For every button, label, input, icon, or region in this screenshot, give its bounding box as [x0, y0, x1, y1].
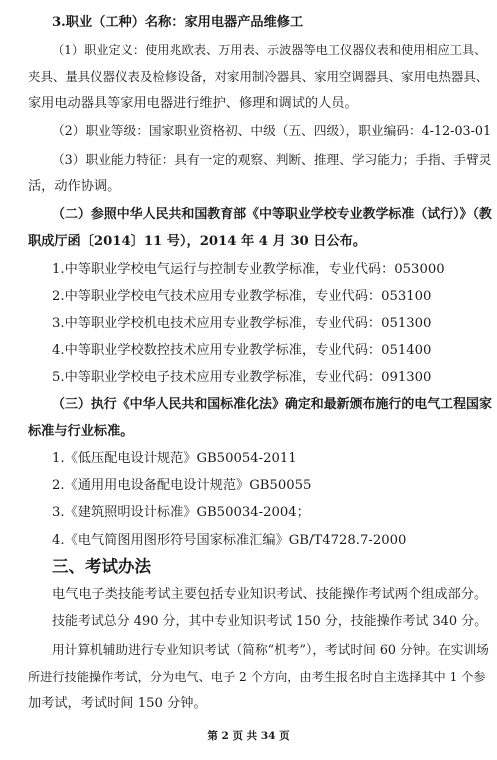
national-standard-item: 2.《通用用电设备配电设计规范》GB50055	[52, 478, 312, 493]
standard-list-item: 2.中等职业学校电气技术应用专业教学标准，专业代码：053100	[52, 289, 432, 304]
occupation-definition-line: 家用电动器具等家用电器进行维护、修理和调试的人员。	[28, 96, 358, 111]
occupation-level: （2）职业等级：国家职业资格初、中级（五、四级），职业编码：4-12-03-01	[52, 123, 492, 138]
occupation-definition-line: 夹具、量具仪器仪表及检修设备，对家用制冷器具、家用空调器具、家用电热器具、	[28, 69, 489, 84]
standard-list-item: 4.中等职业学校数控技术应用专业教学标准，专业代码：051400	[52, 343, 432, 358]
exam-method-line: 所进行技能操作考试，分为电气、电子 2 个方向，由考生报名时自主选择其中 1 个参	[28, 670, 486, 684]
standard-list-item: 5.中等职业学校电子技术应用专业教学标准，专业代码：091300	[52, 370, 432, 385]
page-number-footer: 第 2 页 共 34 页	[207, 730, 290, 742]
occupation-definition-line: （1）职业定义：使用兆欧表、万用表、示波器等电工仪器仪表和使用相应工具、	[52, 43, 487, 57]
national-standard-item: 1.《低压配电设计规范》GB50054-2011	[52, 451, 297, 466]
standard-list-item: 3.中等职业学校机电技术应用专业教学标准，专业代码：051300	[52, 316, 432, 331]
exam-section-title: 三、考试办法	[52, 557, 151, 576]
occupation-heading: 3.职业（工种）名称：家用电器产品维修工	[52, 15, 304, 30]
section2-heading-line: （二）参照中华人民共和国教育部《中等职业学校专业教学标准（试行）》（教	[52, 207, 492, 222]
section2-heading-line: 职成厅函〔2014〕11 号），2014 年 4 月 30 日公布。	[28, 234, 367, 249]
section3-heading-line: 标准与行业标准。	[28, 424, 134, 439]
national-standard-item: 3.《建筑照明设计标准》GB50034-2004；	[52, 505, 310, 520]
national-standard-item: 4.《电气简图用图形符号国家标准汇编》GB/T4728.7-2000	[52, 533, 407, 548]
standard-list-item: 1.中等职业学校电气运行与控制专业教学标准，专业代码：053000	[52, 262, 445, 277]
exam-method-line: 用计算机辅助进行专业知识考试（简称“机考”），考试时间 60 分钟。在实训场	[52, 642, 489, 657]
occupation-ability-line: （3）职业能力特征：具有一定的观察、判断、推理、学习能力；手指、手臂灵	[52, 152, 492, 167]
exam-paragraph: 技能考试总分 490 分，其中专业知识考试 150 分，技能操作考试 340 分。	[52, 614, 488, 629]
exam-paragraph: 电气电子类技能考试主要包括专业知识考试、技能操作考试两个组成部分。	[52, 587, 488, 602]
occupation-ability-line: 活，动作协调。	[28, 179, 121, 194]
section3-heading-line: （三）执行《中华人民共和国标准化法》确定和最新颁布施行的电气工程国家	[52, 397, 492, 412]
exam-method-line: 加考试，考试时间 150 分钟。	[28, 696, 207, 711]
